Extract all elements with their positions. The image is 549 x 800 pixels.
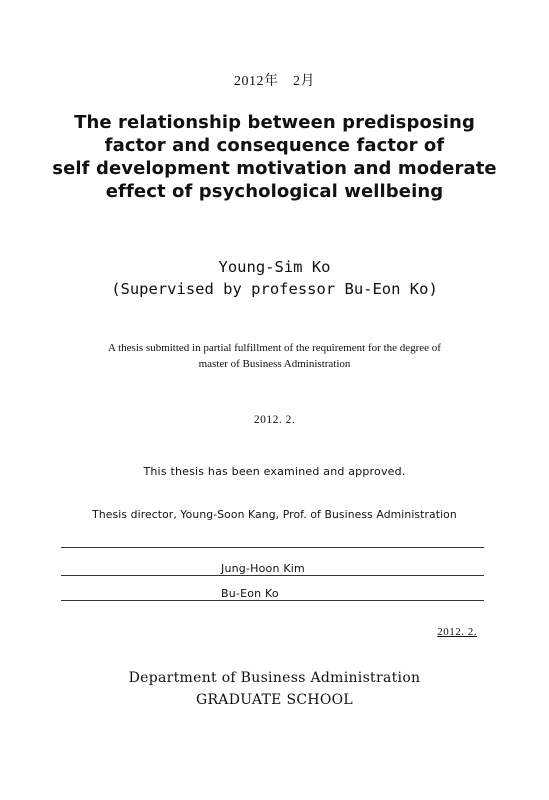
signature-line	[61, 575, 484, 576]
author-name: Young-Sim Ko	[218, 258, 331, 276]
submission-line: master of Business Administration	[198, 358, 351, 370]
supervisor-line: (Supervised by professor Bu-Eon Ko)	[111, 280, 438, 298]
thesis-title-line: effect of psychological wellbeing	[105, 181, 444, 202]
school-name: GRADUATE SCHOOL	[195, 692, 354, 708]
department-block	[0, 667, 549, 711]
thesis-date-korean: 2012年 2月	[234, 74, 315, 89]
committee-member: Jung-Hoon Kim	[221, 562, 305, 575]
author-block	[0, 256, 549, 300]
signature-line	[61, 547, 484, 548]
approval-statement: This thesis has been examined and approved.	[143, 465, 406, 478]
thesis-title-line: self development motivation and moderate	[52, 158, 497, 179]
department-name: Department of Business Administration	[128, 670, 421, 686]
submission-statement	[0, 340, 549, 372]
committee-member: Bu-Eon Ko	[221, 587, 279, 600]
submission-date: 2012. 2.	[253, 414, 296, 426]
signature-line	[61, 600, 484, 601]
thesis-title-line: factor and consequence factor of	[104, 135, 445, 156]
thesis-title	[0, 111, 549, 203]
submission-line: A thesis submitted in partial fulfillment of the requirement for the degree of	[108, 342, 441, 354]
thesis-director: Thesis director, Young-Soon Kang, Prof. of Business Administration	[92, 508, 457, 521]
approval-date: 2012. 2.	[437, 626, 477, 638]
thesis-title-line: The relationship between predisposing	[74, 112, 475, 133]
